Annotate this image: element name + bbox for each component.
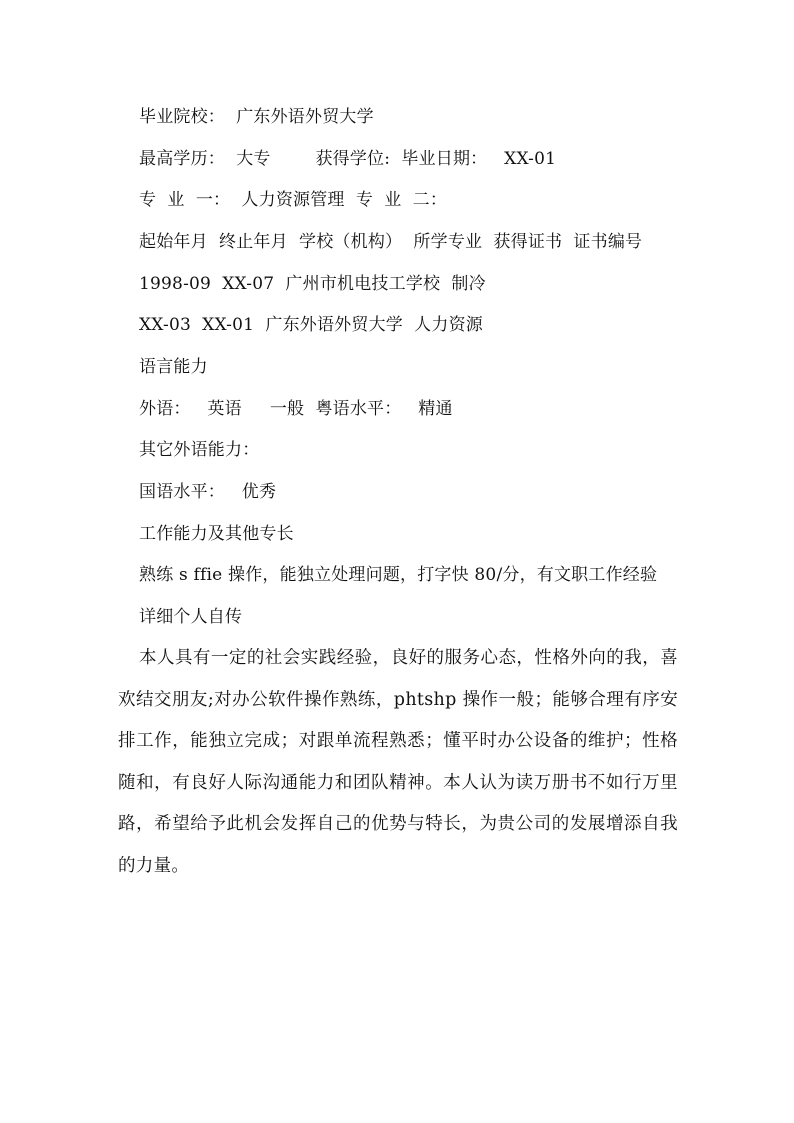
language-section-title: 语言能力 (139, 357, 208, 377)
foreign-language-line: 外语： 英语 一般 粤语水平： 精通 (139, 399, 453, 419)
degree-line: 最高学历： 大专 获得学位: 毕业日期： XX-01 (139, 149, 557, 169)
education-header-line: 起始年月 终止年月 学校（机构） 所学专业 获得证书 证书编号 (139, 232, 643, 252)
work-skill-line: 熟练 s ffie 操作，能独立处理问题，打字快 80/分，有文职工作经验 (139, 565, 658, 585)
work-section-title: 工作能力及其他专长 (139, 524, 294, 544)
education-row-2: XX-03 XX-01 广东外语外贸大学 人力资源 (139, 315, 483, 335)
bio-section-title: 详细个人自传 (139, 607, 243, 627)
majors-line: 专 业 一： 人力资源管理 专 业 二： (139, 190, 448, 210)
bio-paragraph: 本人具有一定的社会实践经验，良好的服务心态，性格外向的我，喜欢结交朋友;对办公软件操作熟练，phtshp 操作一般；能够合理有序安排工作，能独立完成；对跟单流程熟悉；懂平时办公设备的维护；性格随和，有良好人际沟通能力和团队精神。本人认为读万册书不如行万里路，希望给予此机会发挥自己的优势与特长，为贵公司的发展增添自我的力量。 (118, 648, 678, 876)
education-row-1: 1998-09 XX-07 广州市机电技工学校 制冷 (139, 274, 486, 294)
mandarin-level-line: 国语水平： 优秀 (139, 482, 277, 502)
other-language-line: 其它外语能力： (139, 440, 260, 460)
school-line: 毕业院校： 广东外语外贸大学 (139, 107, 374, 127)
